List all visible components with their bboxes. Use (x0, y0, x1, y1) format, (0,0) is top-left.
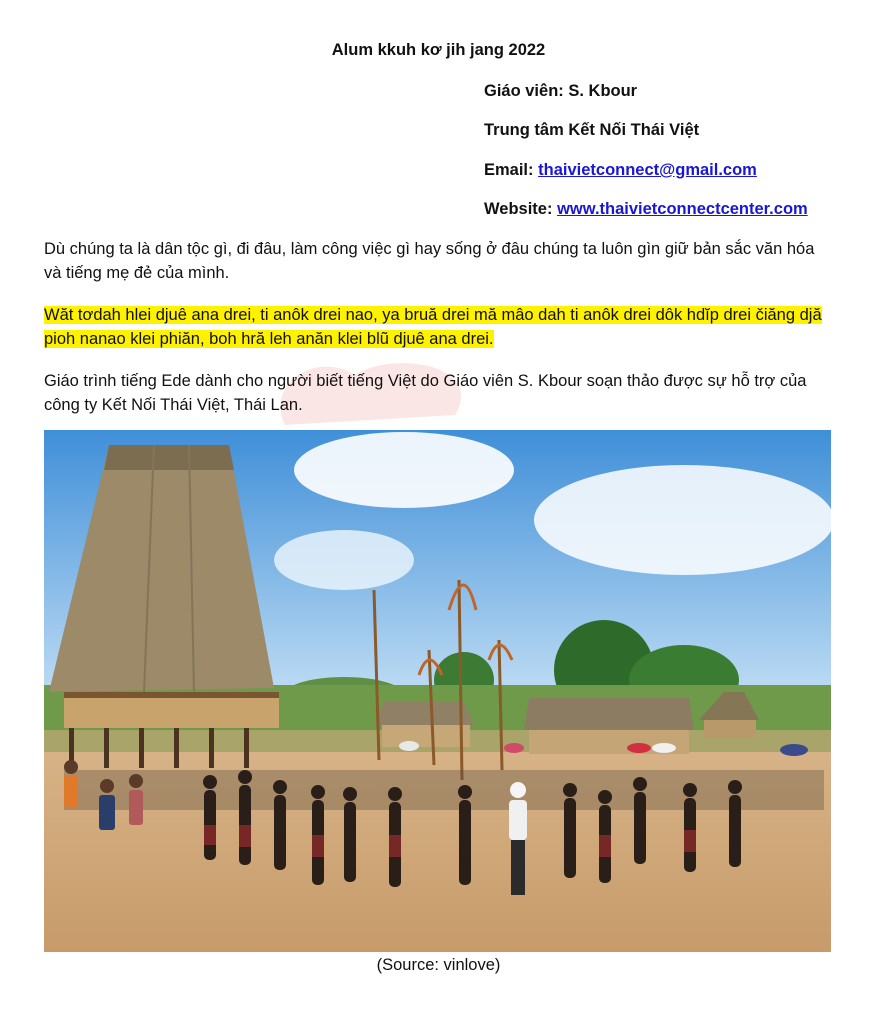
website-label: Website: (484, 200, 553, 218)
teacher-line: Giáo viên: S. Kbour (484, 82, 638, 100)
highlighted-text: Wăt tơdah hlei djuê ana drei, ti anôk drei nao, ya bruă drei mă mâo dah ti anôk drei dôk hdĭp drei čiăng djă pioh nanao klei phiăn, boh hră leh anăn klei blũ djuê ana drei. (44, 306, 822, 348)
paragraph-ede (44, 303, 834, 351)
paragraph-description: Giáo trình tiếng Ede dành cho người biết tiếng Việt do Giáo viên S. Kbour soạn thảo được sự hỗ trợ của công ty Kết Nối Thái Việt, Thái Lan. (44, 372, 807, 414)
website-link[interactable]: www.thaivietconnectcenter.com (557, 200, 808, 218)
website-line (484, 200, 808, 219)
email-line (484, 161, 757, 180)
paragraph-vietnamese: Dù chúng ta là dân tộc gì, đi đâu, làm công việc gì hay sống ở đâu chúng ta luôn gìn giữ bản sắc văn hóa và tiếng mẹ đẻ của mình. (44, 240, 815, 282)
festival-photo (44, 430, 831, 952)
center-name: Trung tâm Kết Nối Thái Việt (484, 121, 700, 139)
email-link[interactable]: thaivietconnect@gmail.com (538, 161, 757, 179)
document-title: Alum kkuh kơ jih jang 2022 (331, 41, 546, 59)
photo-caption: (Source: vinlove) (376, 956, 501, 974)
email-label: Email: (484, 161, 534, 179)
